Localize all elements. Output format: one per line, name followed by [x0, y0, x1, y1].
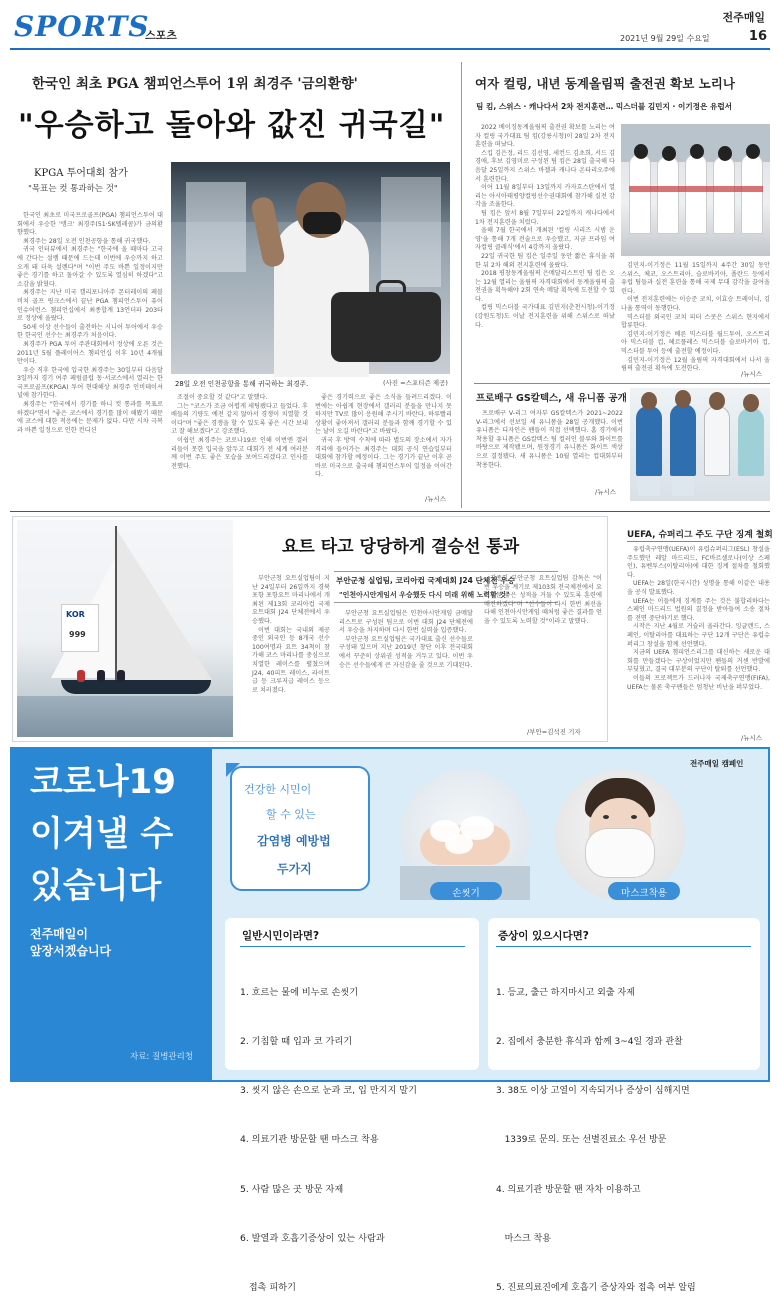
general-public-item: 3. 씻지 않은 손으로 눈과 코, 입 만지지 말기	[240, 1085, 418, 1097]
golf-headline: "우승하고 돌아와 값진 귀국길"	[18, 108, 446, 143]
covid-ad-bubble-tab	[226, 763, 240, 777]
covid-ad-intro-3: 감염병 예방법	[257, 834, 331, 848]
covid-ad-campaign: 전주매일 캠페인	[690, 759, 744, 768]
covid-ad-tagline-2: 앞장서겠습니다	[30, 944, 112, 958]
golf-byline: /뉴시스	[425, 495, 447, 503]
volley-photo	[630, 388, 770, 501]
general-public-item: 6. 발열과 호흡기증상이 있는 사람과	[240, 1232, 385, 1244]
symptoms-item: 1. 등교, 출근 하지마시고 외출 자제	[496, 987, 635, 998]
volley-body: 프로배구 V-리그 여자부 GS칼텍스가 2021~2022 V-리그에서 선보일 새 유니폼을 28일 공개했다. 이번 유니폼은 디자인은 팬들이 직접 선택했다. 홈 경기에서 착용할 유니폼은 GS칼텍스 팀 컬러인 블루와 화이트를 바탕으로 제작됐으며, 원정경기 유니폼은 화이트 색상으로 결정됐다. 새 유니폼은 10월 열리는 컵대회부터 착용한다.	[476, 410, 623, 469]
section-title-korean: 스포츠	[145, 29, 177, 42]
yacht-subhead-2: "인천아시안게임서 우승했듯 다시 미래 위해 노력할 것"	[339, 591, 510, 599]
yacht-headline: 요트 타고 당당하게 결승선 통과	[282, 537, 520, 557]
golf-body-col2: 조절이 중요할 것 같다"고 말했다. 그는 "코스가 조금 어렵게 세팅됐다고 들었다. 후배들의 기량도 예전 같지 않아서 경쟁이 치열할 것이다"며 "좋은 경쟁을 할 수 있도록 좋은 시간 보내고 잘 해보겠다"고 강조했다. 이쉽던 최경주는 코로나19로 인해 이번엔 갤러리들이 못한 입국을 앞두고 대회가 전 세계 여러분께 이번 주도 좋은 모습을 보여드리겠다고 인사를 전했다.	[171, 394, 308, 470]
column-divider	[461, 62, 462, 508]
golf-subhead-1: KPGA 투어대회 참가	[34, 168, 128, 179]
curling-body-col2: 김민지-이기정은 11월 15일까지 4주간 30일 동안 스위스, 체코, 오스트리아, 슬로바키아, 폴란드 등에서 유럽 팀들과 실전 훈련을 통해 국제 무대 감각을 끌어올린다. 이번 전지훈련에는 이승준 코치, 이효승 트레이너, 김나율 통역이 동행한다. 믹스더블 외국인 코치 피터 스콧은 스위스 현지에서 합류한다. 김민지-이기정은 베른 믹스더블 월드투어, 오스트리아 믹스더블 컵, 헤르플레스 믹스더블 슬로바키아 컵, 믹스더블 투어 등에 출전할 예정이다. 김민지-이기정은 12월 올림픽 자격대회에서 나서 올림픽 출전권 획득에 도전한다.	[621, 262, 770, 373]
symptoms-item: 2. 집에서 충분한 휴식과 함께 3~4일 경과 관찰	[496, 1037, 683, 1048]
covid-ad-tagline-1: 전주매일이	[30, 927, 88, 941]
curling-subhead: 팀 킴, 스위스 · 캐나다서 2차 전지훈련… 믹스더블 김민지 · 이기정은 유럽서	[476, 102, 733, 111]
symptoms-item: 3. 38도 이상 고열이 지속되거나 증상이 심해지면	[496, 1086, 690, 1097]
general-public-item: 4. 의료기관 방문할 땐 마스크 착용	[240, 1134, 379, 1146]
page-number: 16	[748, 29, 767, 44]
mask-label: 마스크착용	[621, 888, 667, 899]
mask-image	[555, 770, 685, 900]
curling-headline: 여자 컬링, 내년 동계올림픽 출전권 확보 노리나	[475, 76, 735, 91]
covid-ad-intro-1: 건강한 시민이	[244, 783, 312, 796]
uefa-byline: /뉴시스	[741, 734, 763, 742]
header-rule	[10, 48, 770, 50]
symptoms-item: 4. 의료기관 방문할 땐 자차 이용하고	[496, 1184, 641, 1195]
covid-ad-intro-4: 두가지	[277, 862, 312, 876]
volley-headline: 프로배구 GS칼텍스, 새 유니폼 공개	[476, 393, 627, 404]
section-title: SPORTS	[14, 10, 150, 43]
issue-date: 2021년 9월 29일 수요일	[620, 34, 710, 43]
yacht-subhead-1: 부안군청 실업팀, 코리아컵 국제대회 J24 단체전 우승	[336, 576, 515, 585]
newspaper-name: 전주매일	[722, 11, 765, 24]
uefa-headline-rule	[627, 541, 770, 542]
general-public-item: 5. 사람 많은 곳 방문 자제	[240, 1183, 344, 1195]
golf-photo-credit: (사진 =스포티즌 제공)	[383, 379, 448, 387]
curling-photo	[621, 124, 770, 256]
curling-body-col1: 2022 베이징동계올림픽 출전권 확보를 노리는 여자 컬링 국가대표 팀 킴(강릉시청)이 28일 2차 전지훈련을 떠났다. 스킵 김은정, 리드 김선영, 세컨드 김초희, 서드 김경애, 후보 김영미로 구성된 팀 킴은 28일 출국해 다음달 25일까지 스위스 바젤과 캐나다 온타리오주에서 훈련한다. 이어 11월 8일부터 13일까지 카자흐스탄에서 열리는 아시아태평양컬링선수권대회에 참가해 실전 감각을 조율한다. 팀 킴은 앞서 8월 7일부터 22일까지 캐나다에서 1차 전지훈련을 치렀다. 올해 7월 한국에서 개최된 '컬링 시리즈 시범 운영'을 통해 7개 전술으로 우승했고, 지금 프라임 여자컬링 클래식'에서 4강까지 올랐다. 22일 귀국한 팀 킴은 일주일 동안 짧은 휴식을 취한 뒤 2차 해외 전지훈련에 올랐다. 2018 평창동계올림픽 은메달리스트인 팀 킴은 오는 12월 열리는 올림픽 자격대회에서 동계올림픽 출전권을 획득해야 2회 연속 메달 획득에 도전할 수 있다. 컬링 믹스더블 국가대표 김민지(춘천시청)-이기정(강원도청)도 이날 전지훈련을 위해 스위스로 떠났다.	[475, 124, 615, 329]
covid-ad-intro-2: 할 수 있는	[266, 808, 316, 821]
golf-subhead-2: "목표는 컷 통과하는 것"	[28, 184, 118, 194]
golf-body-col1: 한국인 최초로 미국프로골프(PGA) 챔피언스투어 대회에서 우승한 '탱크' 최경주(51·SK텔레콤)가 금의환향했다. 최경주는 28일 오전 인천공항을 통해 귀국했다. 귀국 인터뷰에서 최경주는 "한국에 올 때마다 고국에 간다는 설렘 때문에 드는데 이번에 우승까지 하고 오게 돼 더욱 설렌다"며 "이번 주도 바쁜 일정이지만 좋은 경기를 하고 돌아갈 수 있도록 열심히 하겠다"고 소감을 밝혔다. 최경주는 지난 미국 캘리포니아주 몬터레이의 페블비치 골프 링크스에서 끝난 PGA 챔피언스투어 퓨어 인슈어런스 챔피언십에서 최종합계 13언더파 203타로 정상에 올랐다. 50세 이상 선수들이 출전하는 시니어 투어에서 우승한 한국인 선수는 최경주가 처음이다. 최경주가 PGA 투어 주관대회에서 정상에 오른 것은 2011년 5월 플레이어스 챔피언십 이후 10년 4개월 만이다. 우승 직후 한국에 입국한 최경주는 30일부터 다음달 3일까지 경기 여주 페럼클럽 동·서코스에서 열리는 한국프로골프(KPGA) 투어 현대해상 최경주 인비테이셔널에 참가한다. 최경주는 "한국에서 경기를 하니 컷 통과를 목표로 하겠다"면서 "좋은 코스에서 경기를 많이 해봤기 때문에 코스에 대한 적응에는 문제가 없다. 다만 시차 극복과 바쁜 일정으로 인한 컨디션	[17, 212, 163, 434]
symptoms-item: 마스크 착용	[496, 1233, 551, 1244]
covid-ad-source: 자료: 질병관리청	[130, 1052, 194, 1062]
general-public-title-rule	[240, 946, 465, 947]
symptoms-item: 1339로 문의. 또는 선별진료소 우선 방문	[496, 1135, 667, 1146]
symptoms-title: 증상이 있으시다면?	[498, 930, 589, 942]
handwash-image	[400, 770, 530, 900]
yacht-body-col2: 부안군청 요트실업팀은 인천아시안게임 금메달리스트로 구성된 팀으로 이번 대회 J24 단체전에서 우승을 차지하며 다시 한번 실력을 입증했다. 부안군청 요트실업팀은 국가대표 출신 선수들로 구성돼 있으며 지난 2019년 창단 이후 전국대회에서 꾸준히 상위권 성적을 거두고 있다. 이번 우승은 선수들에게 큰 자신감을 줄 것으로 기대된다.	[339, 610, 473, 669]
curling-byline: /뉴시스	[741, 370, 763, 378]
symptoms-title-rule	[496, 946, 751, 947]
yacht-photo: KOR 999	[17, 520, 233, 737]
general-public-item: 2. 기침할 때 입과 코 가리기	[240, 1036, 353, 1048]
general-public-item: 1. 흐르는 물에 비누로 손씻기	[240, 986, 359, 998]
general-public-list	[240, 952, 476, 1313]
upper-section-rule	[10, 511, 770, 512]
covid-ad-title	[30, 756, 210, 912]
golf-photo	[171, 162, 450, 374]
covid-ad-title-text: 코로나19 이겨낼 수 있습니다	[30, 762, 176, 906]
page-header	[0, 0, 777, 50]
uefa-body: 유럽축구연맹(UEFA)이 유럽슈퍼리그(ESL) 창설을 주도했던 레알 마드리드, FC바르셀로나(이상 스페인), 유벤투스(이탈리아)에 대한 징계 절차를 철회했다. UEFA는 28일(한국시간) 성명을 통해 이같은 내용을 공식 발표했다. UEFA는 이들에게 징계를 주는 것은 불합리하다는 스페인 마드리드 법원의 결정을 받아들여 소송 절차를 전면 중단하기로 했다. 시작은 지난 4월로 거슬러 올라간다. 잉글랜드, 스페인, 이탈리아를 대표하는 구단 12개 구단은 유럽슈퍼리그 창설을 함께 선언했다. 지금의 UEFA 챔피언스리그를 대신하는 새로운 대회를 만들겠다는 구상이었지만 팬들의 거센 반발에 부딪혔고, 결국 대부분의 구단이 탈퇴를 선언했다. 이들의 프로젝트가 드러나자 국제축구연맹(FIFA), UEFA는 물론 축구팬들은 엄청난 비난을 퍼부었다.	[627, 546, 770, 691]
golf-body-col3: 좋은 경기력으로 좋은 소식을 들려드리겠다. 이번에는 아쉽게 현장에서 갤러리 분들을 만나지 못하지만 TV로 많이 응원해 주시기 바란다. 하루빨리 상황이 좋아져서 갤러리 분들과 함께 경기할 수 있는 날이 오길 바란다"고 바랐다. 귀국 후 방역 수칙에 따라 별도의 장소에서 자가격리에 들어가는 최경주는 대회 공식 연습일부터 대회에 참가할 예정이다. 그는 경기가 끝난 이후 곧바로 미국으로 출국해 챔피언스투어 일정을 이어간다.	[315, 394, 452, 479]
yacht-body-col1: 부안군청 요트실업팀이 지난 24일부터 26일까지 경북 포항 포항요트 마리나에서 개최된 제13회 코리아컵 국제요트대회 J24 단체전에서 우승했다. 이번 대회는 국내외 제공 중인 외국인 등 8개국 선수 100여명과 요트 34척이 참가해 코스 마리나를 중심으로 치열한 레이스를 펼쳤으며 J24, 40피트 레이스, 라이트급 등 크루저급 레이스 등으로 치러졌다.	[252, 575, 330, 694]
yacht-byline: /부안=김석진 기자	[527, 728, 581, 736]
symptoms-item: 5. 진료의료진에게 호흡기 증상자와 접촉 여부 알림	[496, 1283, 696, 1294]
handwash-label: 손씻기	[452, 888, 480, 899]
general-public-item: 접촉 피하기	[240, 1282, 297, 1294]
golf-photo-caption: 28일 오전 인천공항을 통해 귀국하는 최경주.	[175, 380, 309, 388]
symptoms-list	[496, 952, 758, 1313]
general-public-title: 일반시민이라면?	[242, 930, 320, 942]
yacht-body-col3: 김종희 부안군청 요트실업팀 감독은 "이번 우승을 계기로 제103회 전국체전에서 요트부문 좋은 성적을 거둘 수 있도록 훈련에 매진하겠다"며 "선수들이 다시 한번 최선을 다해 인천아시안게임 때처럼 좋은 결과를 얻을 수 있도록 노력할 것"이라고 말했다.	[484, 575, 602, 625]
uefa-headline: UEFA, 슈퍼리그 주도 구단 징계 철회	[627, 530, 773, 540]
golf-kicker: 한국인 최초 PGA 챔피언스투어 1위 최경주 '금의환향'	[32, 76, 358, 92]
curling-divider	[474, 383, 770, 384]
volley-byline: /뉴시스	[595, 488, 617, 496]
